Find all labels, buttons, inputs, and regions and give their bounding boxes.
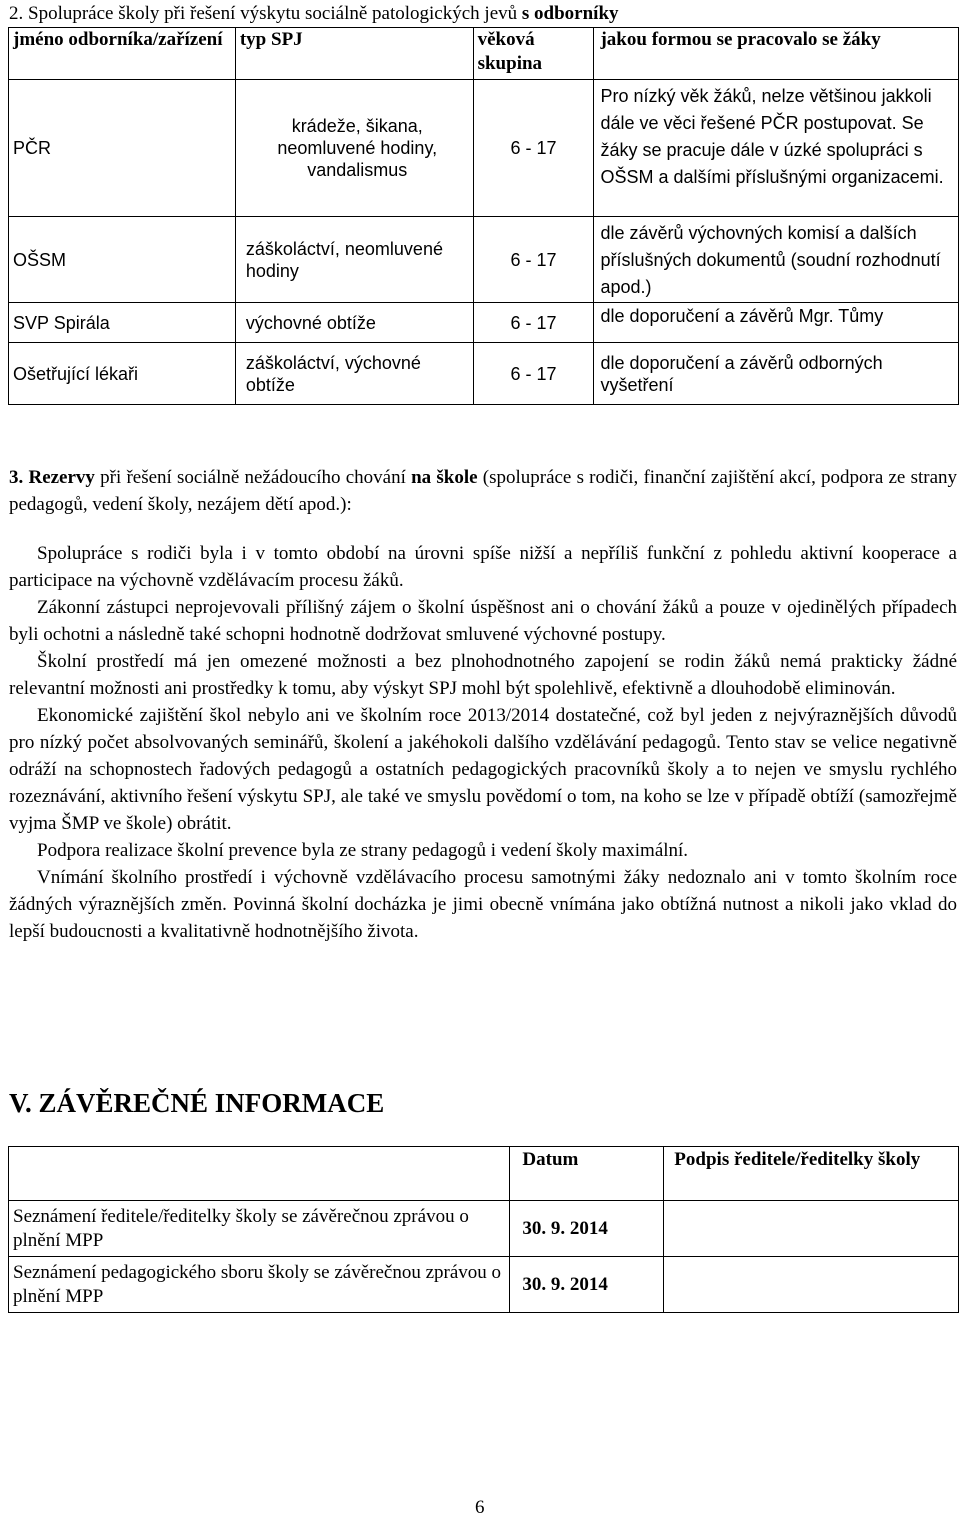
spj-type: krádeže, šikana, neomluvené hodiny, vandalismus	[235, 80, 473, 217]
section-3-bold-school: na škole	[411, 467, 478, 488]
specialist-name: SVP Spirála	[9, 303, 236, 343]
paragraph: Školní prostředí má jen omezené možnosti a bez plnohodnotného zapojení se rodin žáků nemá prakticky žádné relevantní možnosti ani prostředky k tomu, aby výskyt SPJ mohl být spolehlivě, efektivně a dlouhodobě eliminován.	[9, 651, 957, 699]
specialists-cooperation-table	[8, 27, 959, 405]
acknowledgement-date: 30. 9. 2014	[510, 1257, 664, 1313]
work-form: dle doporučení a závěrů Mgr. Tůmy	[594, 303, 959, 343]
paragraph: Ekonomické zajištění škol nebylo ani ve školním roce 2013/2014 dostatečné, což byl jeden z nejvýraznějších důvodů pro nízký počet absolvovaných seminářů, školení a jakéhokoli dalšího vzdělávání pedagogů. Tento stav se velice negativně odráží na schopnostech řadových pedagogů a ostatních pedagogických pracovníků školy a to nejen ve smyslu rychlého rozeznávání, aktivního řešení výskytu SPJ, ale také ve smyslu povědomí o tom, na koho se lze v případě obtíží (samozřejmě vyjma ŠMP ve škole) obrátit.	[9, 705, 957, 834]
work-form: dle závěrů výchovných komisí a dalších příslušných dokumentů (soudní rozhodnutí apod.)	[594, 217, 959, 303]
section-3-intro-text: při řešení sociálně nežádoucího chování	[94, 467, 412, 488]
signature-cell	[664, 1201, 959, 1257]
section-3-intro-text-end: (spolupráce s rodiči, finanční zajištění akcí, podpora ze strany pedagogů, vedení školy, nezájem dětí apod.):	[9, 467, 958, 515]
table-header-row	[9, 1147, 959, 1201]
paragraph: Podpora realizace školní prevence byla ze strany pedagogů i vedení školy maximální.	[37, 840, 689, 861]
section-2-heading-bold: s odborníky	[521, 3, 619, 24]
acknowledgement-date: 30. 9. 2014	[510, 1201, 664, 1257]
header-work-form: jakou formou se pracovalo se žáky	[594, 28, 959, 80]
header-age-group: věková skupina	[473, 28, 594, 80]
paragraph: Zákonní zástupci neprojevovali přílišný zájem o školní úspěšnost ani o chování žáků a pouze v ojedinělých případech byli ochotni a následně také schopni hodnotně dodržovat smluvené výchovné postupy.	[9, 597, 957, 645]
table-header-row	[9, 28, 959, 80]
section-3-number: 3.	[9, 467, 29, 488]
final-information-table	[8, 1146, 959, 1313]
page-number: 6	[475, 1497, 485, 1518]
acknowledgement-label: Seznámení ředitele/ředitelky školy se závěrečnou zprávou o plnění MPP	[9, 1201, 510, 1257]
specialist-name: Ošetřující lékaři	[9, 343, 236, 405]
table-row	[9, 1257, 959, 1313]
table-row	[9, 343, 959, 405]
work-form: dle doporučení a závěrů odborných vyšetření	[594, 343, 959, 405]
specialist-name: OŠSM	[9, 217, 236, 303]
table-row	[9, 1201, 959, 1257]
section-2-heading	[9, 2, 619, 26]
table-row	[9, 217, 959, 303]
section-3-intro	[9, 464, 957, 518]
table-row	[9, 80, 959, 217]
signature-cell	[664, 1257, 959, 1313]
table-row	[9, 303, 959, 343]
spj-type: výchovné obtíže	[235, 303, 473, 343]
header-specialist: jméno odborníka/zařízení	[9, 28, 236, 80]
header-spj-type: typ SPJ	[235, 28, 473, 80]
paragraph: Vnímání školního prostředí i výchovně vzdělávacího procesu samotnými žáky nedoznalo ani v tomto školním roce žádných výraznějších změn. Povinná školní docházka je jimi obecně vnímána jako obtížná nutnost a nikoli jako vklad do lepší budoucnosti a kvalitativně hodnotnějšího života.	[9, 867, 957, 942]
paragraph: Spolupráce s rodiči byla i v tomto období na úrovni spíše nižší a nepříliš funkční z pohledu aktivní kooperace a participace na výchovně vzdělávacím procesu žáků.	[9, 543, 957, 591]
spj-type: záškoláctví, výchovné obtíže	[235, 343, 473, 405]
section-3-bold-reserves: Rezervy	[28, 467, 95, 488]
section-2-heading-text: 2. Spolupráce školy při řešení výskytu sociálně patologických jevů	[9, 3, 522, 24]
age-group: 6 - 17	[473, 303, 594, 343]
age-group: 6 - 17	[473, 217, 594, 303]
section-v-heading: V. ZÁVĚREČNÉ INFORMACE	[9, 1088, 385, 1118]
section-3	[9, 464, 957, 945]
spj-type: záškoláctví, neomluvené hodiny	[235, 217, 473, 303]
header-empty	[9, 1147, 510, 1201]
age-group: 6 - 17	[473, 80, 594, 217]
work-form: Pro nízký věk žáků, nelze většinou jakkoli dále ve věci řešené PČR postupovat. Se žáky se pracuje dále v úzké spolupráci s OŠSM a dalšími příslušnými organizacemi.	[594, 80, 959, 217]
specialist-name: PČR	[9, 80, 236, 217]
acknowledgement-label: Seznámení pedagogického sboru školy se závěrečnou zprávou o plnění MPP	[9, 1257, 510, 1313]
header-signature: Podpis ředitele/ředitelky školy	[664, 1147, 959, 1201]
age-group: 6 - 17	[473, 343, 594, 405]
header-date: Datum	[510, 1147, 664, 1201]
